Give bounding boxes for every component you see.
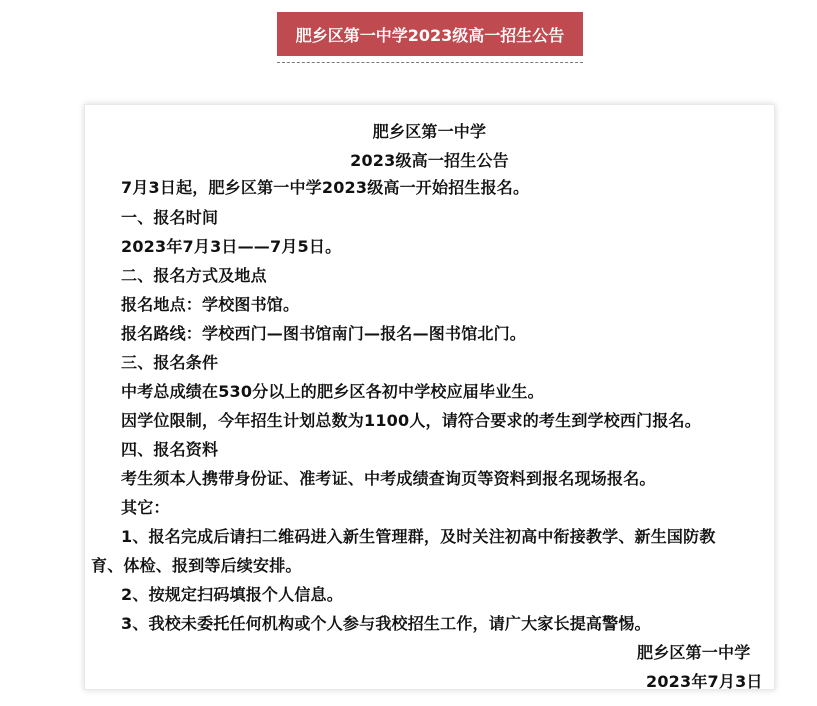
eligibility-condition: 中考总成绩在530分以上的肥乡区各初中学校应届毕业生。 [121,382,544,401]
intro-paragraph: 7月3日起，肥乡区第一中学2023级高一开始招生报名。 [121,178,530,197]
signature-school: 肥乡区第一中学 [637,643,751,662]
page-title-banner [277,12,583,56]
other-item-1-line-2: 育、体检、报到等后续安排。 [91,556,302,575]
other-item-1-line-1: 1、报名完成后请扫二维码进入新生管理群，及时关注初高中衔接教学、新生国防教 [121,527,716,546]
announcement-card [84,104,775,690]
page-title: 肥乡区第一中学2023级高一招生公告 [295,25,565,45]
enrollment-limit: 因学位限制，今年招生计划总数为1100人，请符合要求的考生到学校西门报名。 [121,411,701,430]
section-heading-method: 二、报名方式及地点 [121,266,267,285]
section-heading-other: 其它： [121,498,170,517]
school-name-heading: 肥乡区第一中学 [372,122,487,141]
registration-time: 2023年7月3日——7月5日。 [121,237,342,256]
section-heading-materials: 四、报名资料 [121,440,219,459]
registration-location: 报名地点：学校图书馆。 [121,295,300,314]
registration-route: 报名路线：学校西门—图书馆南门—报名—图书馆北门。 [121,324,527,343]
title-divider [277,62,583,63]
other-item-2: 2、按规定扫码填报个人信息。 [121,585,343,604]
section-heading-time: 一、报名时间 [121,208,219,227]
required-materials: 考生须本人携带身份证、准考证、中考成绩查询页等资料到报名现场报名。 [121,469,656,488]
announcement-heading: 2023级高一招生公告 [350,151,509,170]
signature-date: 2023年7月3日 [646,672,763,690]
section-heading-conditions: 三、报名条件 [121,353,219,372]
other-item-3: 3、我校未委托任何机构或个人参与我校招生工作，请广大家长提高警惕。 [121,614,651,633]
